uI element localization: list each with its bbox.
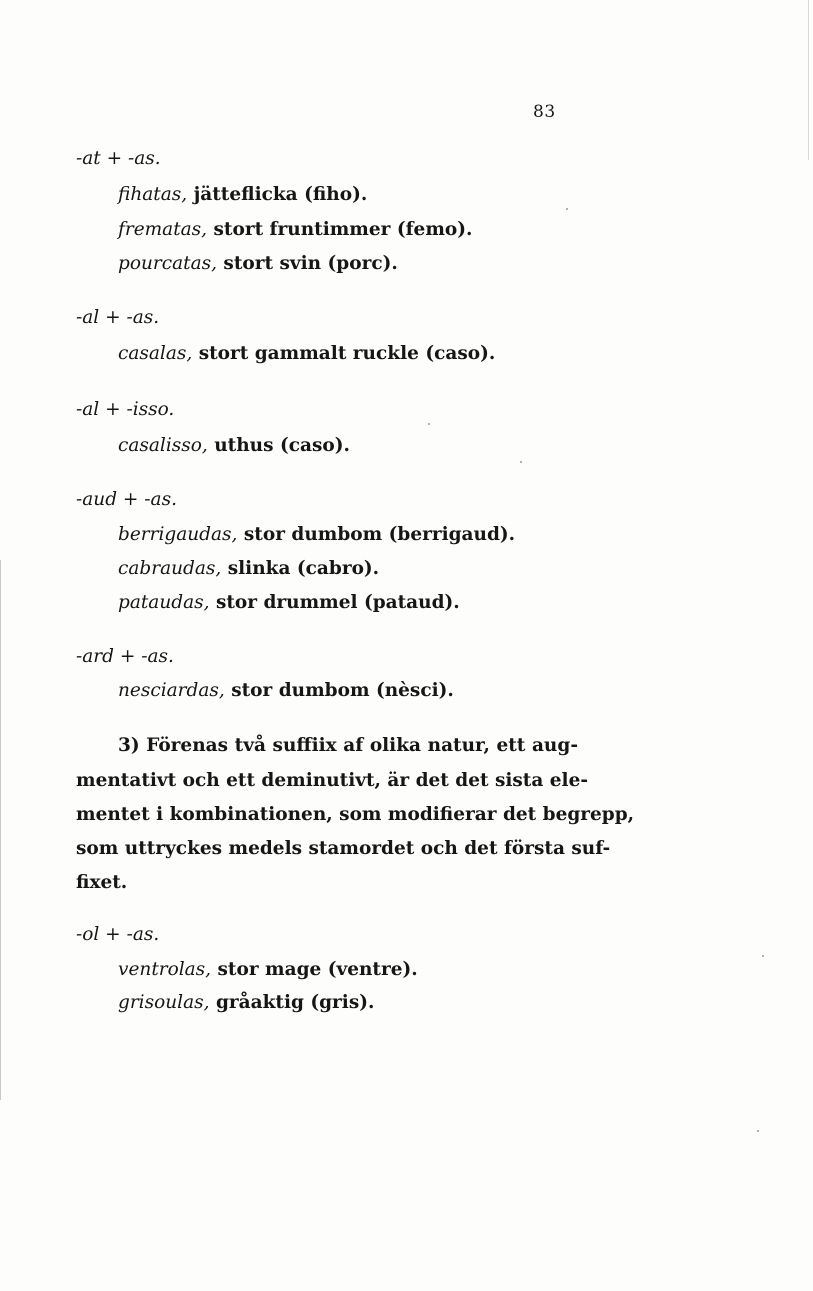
paper-speck [762, 955, 764, 957]
entry-gloss: stor dumbom (nèsci). [231, 680, 454, 701]
entry-word: ventrolas, [118, 959, 212, 980]
entry-fihatas [118, 183, 367, 207]
entry-gloss: jätteflicka (fiho). [193, 184, 368, 205]
entry-word: pourcatas, [118, 253, 217, 274]
paper-speck [520, 461, 522, 463]
entry-gloss: slinka (cabro). [227, 558, 380, 579]
entry-grisoulas [118, 991, 374, 1015]
suffix-heading-al-as: -al + -as. [76, 307, 160, 328]
entry-gloss: stor mage (ventre). [217, 959, 418, 980]
entry-gloss: stor dumbom (berrigaud). [243, 524, 516, 545]
entry-word: pataudas, [118, 592, 210, 613]
entry-word: grisoulas, [118, 992, 210, 1013]
entry-berrigaudas [118, 523, 515, 547]
suffix-heading-ol-as: -ol + -as. [76, 924, 160, 945]
entry-gloss: stort gammalt ruckle (caso). [198, 343, 496, 364]
entry-pourcatas [118, 252, 398, 276]
paragraph-line: fixet. [76, 872, 128, 893]
entry-word: cabraudas, [118, 558, 222, 579]
entry-word: casalas, [118, 343, 193, 364]
entry-nesciardas [118, 679, 454, 703]
entry-gloss: stor drummel (pataud). [215, 592, 460, 613]
entry-ventrolas [118, 958, 418, 982]
left-page-edge [0, 560, 1, 1100]
entry-frematas [118, 218, 472, 242]
entry-gloss: stort fruntimmer (femo). [213, 219, 473, 240]
paragraph-line: mentet i kombinationen, som modifierar det begrepp, [76, 804, 635, 825]
paper-speck [566, 208, 568, 210]
entry-gloss: gråaktig (gris). [215, 992, 375, 1013]
paper-speck [757, 1130, 759, 1132]
entry-word: casalisso, [118, 435, 208, 456]
paragraph-line: 3) Förenas två suffiix af olika natur, ett aug- [118, 735, 578, 756]
entry-pataudas [118, 591, 460, 615]
entry-word: frematas, [118, 219, 208, 240]
suffix-heading-al-isso: -al + -isso. [76, 399, 175, 420]
entry-word: nesciardas, [118, 680, 225, 701]
right-page-edge [808, 0, 809, 160]
entry-cabraudas [118, 557, 379, 581]
suffix-heading-aud-as: -aud + -as. [76, 489, 177, 510]
entry-gloss: uthus (caso). [214, 435, 350, 456]
entry-casalas [118, 342, 495, 366]
entry-word: fihatas, [118, 184, 188, 205]
entry-gloss: stort svin (porc). [223, 253, 398, 274]
paragraph-line: mentativt och ett deminutivt, är det det sista ele- [76, 770, 589, 791]
paragraph-line: som uttryckes medels stamordet och det första suf- [76, 838, 611, 859]
entry-word: berrigaudas, [118, 524, 238, 545]
paper-speck [428, 423, 430, 425]
suffix-heading-ard-as: -ard + -as. [76, 646, 174, 667]
page-number: 83 [533, 102, 556, 122]
suffix-heading-at-as: -at + -as. [76, 148, 161, 169]
entry-casalisso [118, 434, 350, 458]
